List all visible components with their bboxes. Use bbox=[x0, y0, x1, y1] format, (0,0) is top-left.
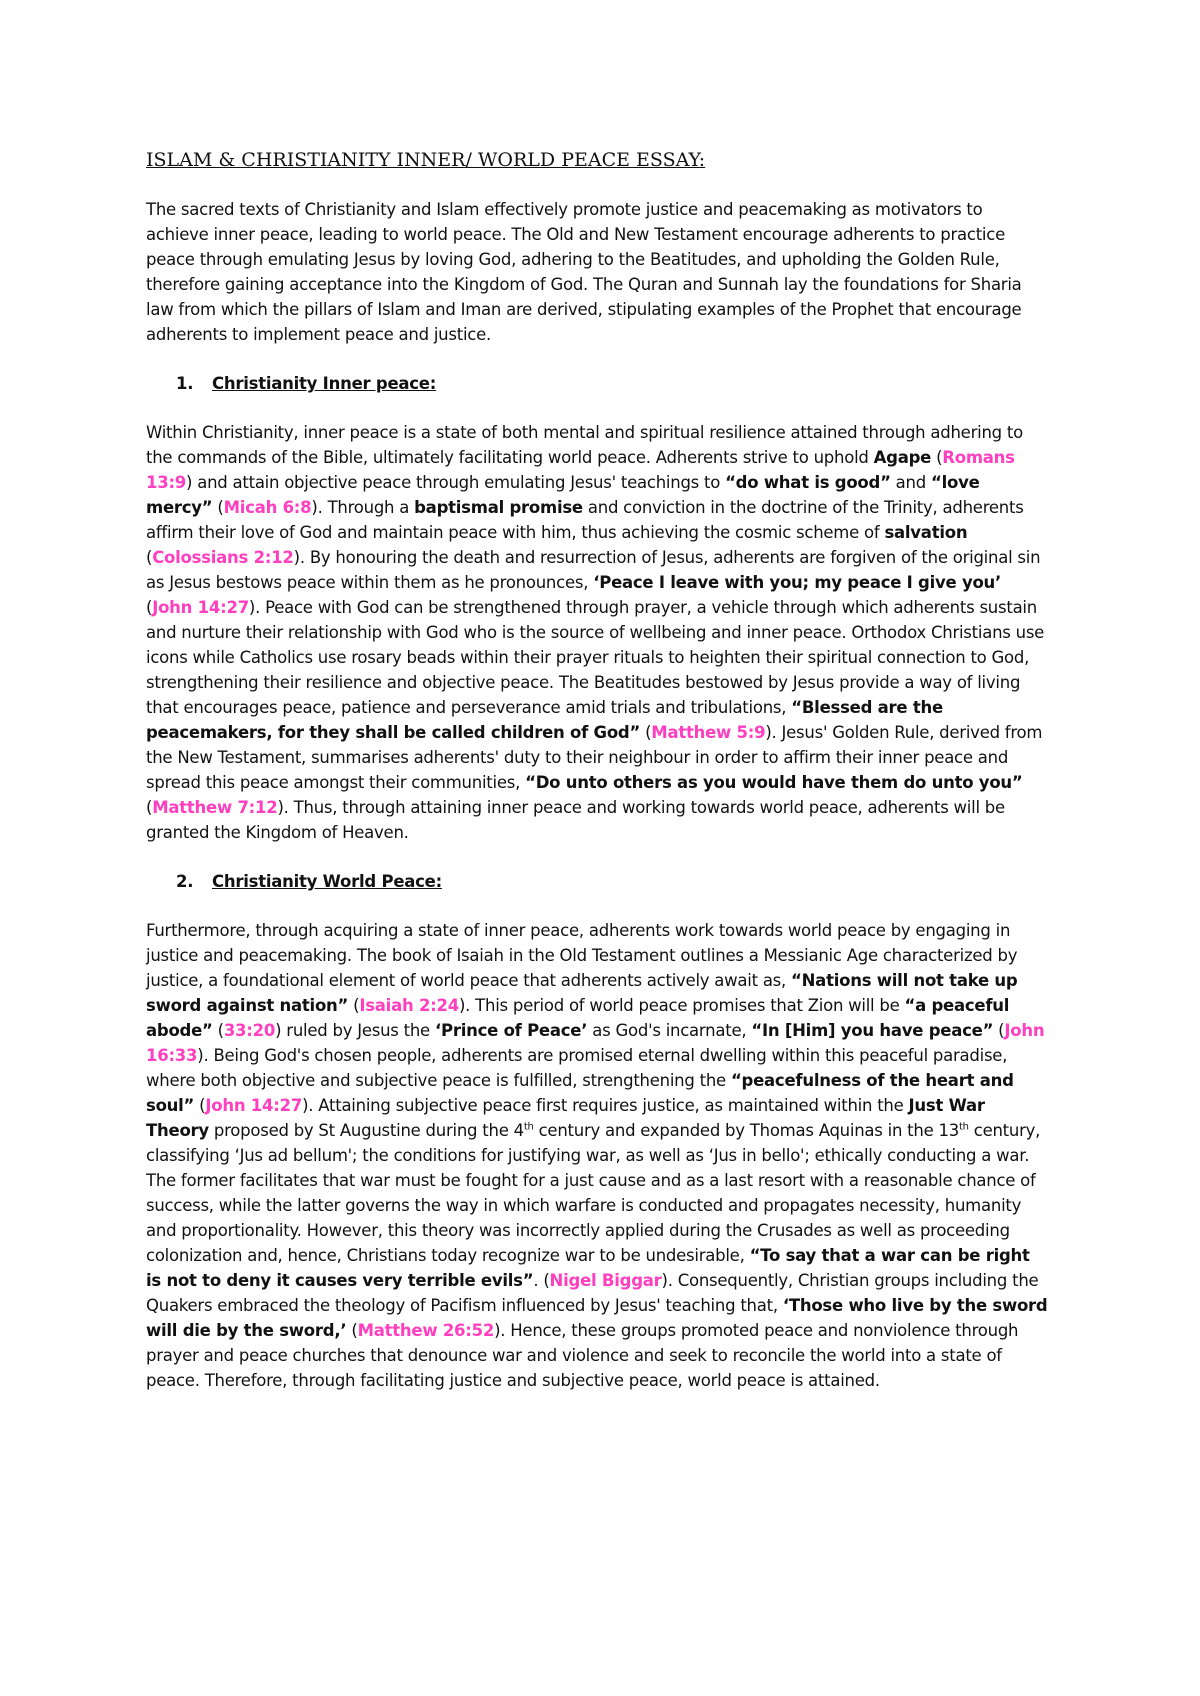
scripture-reference: John 16:33 bbox=[146, 1021, 1045, 1065]
text-run: Furthermore, through acquiring a state of inner peace, adherents work towards world peace by engaging in justice and peacemaking. The book of Isaiah in the Old Testament outlines a Messianic Age characterized by justice, a foundational element of world peace that adherents actively await as, bbox=[146, 921, 1018, 990]
scripture-reference: 33:20 bbox=[223, 1021, 276, 1040]
world-peace-paragraph bbox=[146, 918, 1050, 1393]
text-run: ( bbox=[194, 1096, 206, 1115]
scripture-reference: Isaiah 2:24 bbox=[359, 996, 459, 1015]
citation-reference: Nigel Biggar bbox=[549, 1271, 662, 1290]
text-run: century, classifying ‘Jus ad bellum'; the conditions for justifying war, as well as ‘Jus in bello'; ethically conducting a war. The former facilitates that war must be fought for a just cause and as a last resort with a reasonable chance of success, while the latter governs the way in which warfare is conducted and propagates necessity, humanity and proportionality. However, this theory was incorrectly applied during the Crusades as well as proceeding colonization and, hence, Christians today recognize war to be undesirable, bbox=[146, 1121, 1041, 1265]
text-run: Within Christianity, inner peace is a state of both mental and spiritual resilience attained through adhering to the commands of the Bible, ultimately facilitating world peace. Adherents strive to uphold bbox=[146, 423, 1023, 467]
bold-quote: ‘Peace I leave with you; my peace I give you’ bbox=[593, 573, 1002, 592]
text-run: as God's incarnate, bbox=[587, 1021, 752, 1040]
text-run: ( bbox=[640, 723, 652, 742]
bold-quote: “Do unto others as you would have them do unto you” bbox=[525, 773, 1023, 792]
text-run: ). By honouring the death and resurrection of Jesus, adherents are forgiven of the original sin as Jesus bestows peace within them as he pronounces, bbox=[146, 548, 1041, 592]
text-run: and conviction in the doctrine of the Trinity, adherents affirm their love of God and maintain peace with him, thus achieving the cosmic scheme of bbox=[146, 498, 1024, 542]
bold-quote: “do what is good” bbox=[725, 473, 891, 492]
bold-quote: “love mercy” bbox=[146, 473, 980, 517]
text-run: ). Consequently, Christian groups including the Quakers embraced the theology of Pacifism influenced by Jesus' teaching that, bbox=[146, 1271, 1039, 1315]
bold-quote: “In [Him] you have peace” bbox=[751, 1021, 994, 1040]
bold-term: salvation bbox=[884, 523, 968, 542]
text-run: ( bbox=[346, 1321, 358, 1340]
text-run: ( bbox=[212, 1021, 224, 1040]
scripture-reference: John 14:27 bbox=[152, 598, 249, 617]
bold-quote: “peacefulness of the heart and soul” bbox=[146, 1071, 1014, 1115]
text-run: ( bbox=[146, 548, 153, 567]
scripture-reference: Matthew 26:52 bbox=[357, 1321, 495, 1340]
scripture-reference: Matthew 5:9 bbox=[651, 723, 766, 742]
inner-peace-paragraph bbox=[146, 420, 1050, 845]
text-run: . ( bbox=[533, 1271, 550, 1290]
bold-quote: ‘Prince of Peace’ bbox=[434, 1021, 588, 1040]
text-run: ). Peace with God can be strengthened through prayer, a vehicle through which adherents sustain and nurture their relationship with God who is the source of wellbeing and inner peace. Orthodox Christians use icons while Catholics use rosary beads within their prayer rituals to heighten their spiritual connection to God, strengthening their resilience and objective peace. The Beatitudes bestowed by Jesus provide a way of living that encourages peace, patience and perseverance amid trials and tribulations, bbox=[146, 598, 1045, 717]
intro-paragraph: The sacred texts of Christianity and Islam effectively promote justice and peacemaking as motivators to achieve inner peace, leading to world peace. The Old and New Testament encourage adherents to practice peace through emulating Jesus by loving God, adhering to the Beatitudes, and upholding the Golden Rule, therefore gaining acceptance into the Kingdom of God. The Quran and Sunnah lay the foundations for Sharia law from which the pillars of Islam and Iman are derived, stipulating examples of the Prophet that encourage adherents to implement peace and justice. bbox=[146, 200, 1022, 344]
scripture-reference: John 14:27 bbox=[205, 1096, 303, 1115]
section-heading-world-peace bbox=[146, 869, 1050, 894]
scripture-reference: Romans 13:9 bbox=[146, 448, 1015, 492]
text-run: ( bbox=[146, 798, 153, 817]
scripture-reference: Colossians 2:12 bbox=[152, 548, 294, 567]
text-run: ( bbox=[993, 1021, 1005, 1040]
bold-quote: ‘Those who live by the sword will die by the sword,’ bbox=[146, 1296, 1048, 1340]
text-run: ( bbox=[348, 996, 360, 1015]
ordinal-superscript: th bbox=[958, 1121, 969, 1133]
text-run: ). Attaining subjective peace first requires justice, as maintained within the bbox=[302, 1096, 909, 1115]
ordinal-superscript: th bbox=[523, 1121, 534, 1133]
bold-term: baptismal promise bbox=[414, 498, 583, 517]
text-run: ). Being God's chosen people, adherents are promised eternal dwelling within this peaceful paradise, where both objective and subjective peace is fulfilled, strengthening the bbox=[146, 1046, 1008, 1090]
section-number: 1. bbox=[176, 374, 194, 393]
bold-quote: “a peaceful abode” bbox=[146, 996, 1010, 1040]
section-title: Christianity Inner peace: bbox=[212, 374, 437, 393]
text-run: proposed by St Augustine during the 4 bbox=[208, 1121, 524, 1140]
text-run: ) ruled by Jesus the bbox=[275, 1021, 435, 1040]
bold-quote: “To say that a war can be right is not to deny it causes very terrible evils” bbox=[146, 1246, 1030, 1290]
essay-title: ISLAM & CHRISTIANITY INNER/ WORLD PEACE ESSAY: bbox=[146, 149, 706, 171]
text-run: ). Jesus' Golden Rule, derived from the New Testament, summarises adherents' duty to their neighbour in order to affirm their inner peace and spread this peace amongst their communities, bbox=[146, 723, 1043, 792]
section-title: Christianity World Peace: bbox=[212, 872, 442, 891]
bold-term: Just War Theory bbox=[146, 1096, 985, 1140]
text-run: and bbox=[890, 473, 931, 492]
text-run: ). Through a bbox=[311, 498, 415, 517]
bold-quote: “Nations will not take up sword against nation” bbox=[146, 971, 1018, 1015]
text-run: ( bbox=[931, 448, 943, 467]
section-number: 2. bbox=[176, 872, 194, 891]
text-run: ). Thus, through attaining inner peace and working towards world peace, adherents will be granted the Kingdom of Heaven. bbox=[146, 798, 1005, 842]
scripture-reference: Micah 6:8 bbox=[223, 498, 312, 517]
text-run: ). This period of world peace promises that Zion will be bbox=[459, 996, 905, 1015]
text-run: ) and attain objective peace through emulating Jesus' teachings to bbox=[186, 473, 726, 492]
bold-quote: “Blessed are the peacemakers, for they shall be called children of God” bbox=[146, 698, 943, 742]
text-run: ( bbox=[212, 498, 224, 517]
text-run: ( bbox=[146, 598, 153, 617]
text-run: century and expanded by Thomas Aquinas in the 13 bbox=[533, 1121, 959, 1140]
text-run: ). Hence, these groups promoted peace and nonviolence through prayer and peace churches that denounce war and violence and seek to reconcile the world into a state of peace. Therefore, through facilitating justice and subjective peace, world peace is attained. bbox=[146, 1321, 1019, 1390]
section-heading-inner-peace bbox=[146, 371, 1050, 396]
bold-term: Agape bbox=[873, 448, 932, 467]
scripture-reference: Matthew 7:12 bbox=[152, 798, 278, 817]
